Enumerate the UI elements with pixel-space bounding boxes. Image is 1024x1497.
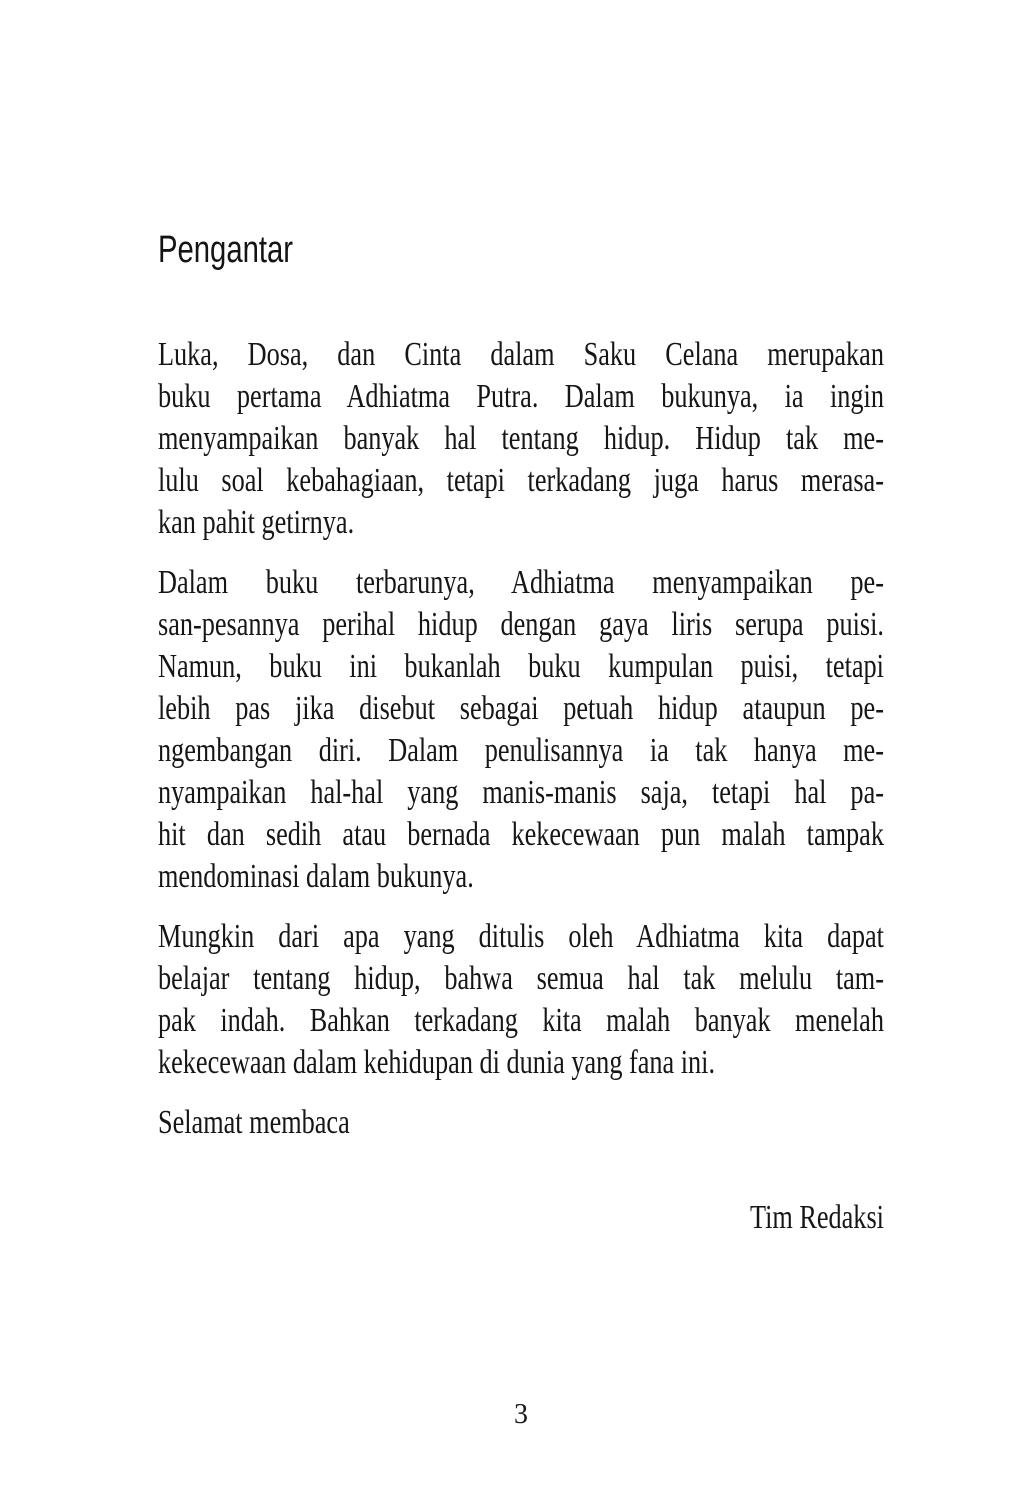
text-line: nyampaikan hal-hal yang manis-manis saja, tetapi hal pa- xyxy=(158,774,884,811)
text-line: Selamat membaca xyxy=(158,1104,350,1141)
text-line: kekecewaan dalam kehidupan di dunia yang fana ini. xyxy=(158,1044,716,1081)
text-line: lulu soal kebahagiaan, tetapi terkadang juga harus merasa- xyxy=(158,462,884,499)
text-line: Namun, buku ini bukanlah buku kumpulan puisi, tetapi xyxy=(158,648,884,685)
text-line: san-pesannya perihal hidup dengan gaya liris serupa puisi. xyxy=(158,606,884,643)
text-line: Dalam buku terbarunya, Adhiatma menyampaikan pe- xyxy=(158,564,884,601)
text-line: buku pertama Adhiatma Putra. Dalam bukunya, ia ingin xyxy=(158,378,884,415)
paragraph xyxy=(158,1102,884,1144)
page-title: Pengantar xyxy=(158,229,294,272)
body-text xyxy=(158,334,884,1239)
paragraph xyxy=(158,916,884,1084)
signature: Tim Redaksi xyxy=(749,1199,884,1236)
text-line: mendominasi dalam bukunya. xyxy=(158,858,474,895)
text-line: hit dan sedih atau bernada kekecewaan pun malah tampak xyxy=(158,816,884,853)
text-line: Mungkin dari apa yang ditulis oleh Adhiatma kita dapat xyxy=(158,918,884,955)
text-line: pak indah. Bahkan terkadang kita malah banyak menelah xyxy=(158,1002,884,1039)
paragraph xyxy=(158,562,884,898)
text-line: menyampaikan banyak hal tentang hidup. Hidup tak me- xyxy=(158,420,884,457)
text-line: belajar tentang hidup, bahwa semua hal tak melulu tam- xyxy=(158,960,884,997)
page-number: 3 xyxy=(514,1399,528,1430)
text-line: Luka, Dosa, dan Cinta dalam Saku Celana merupakan xyxy=(158,336,884,373)
paragraph xyxy=(158,334,884,544)
text-line: ngembangan diri. Dalam penulisannya ia tak hanya me- xyxy=(158,732,884,769)
text-line: lebih pas jika disebut sebagai petuah hidup ataupun pe- xyxy=(158,690,884,727)
text-line: kan pahit getirnya. xyxy=(158,504,355,541)
paragraph-list xyxy=(158,334,884,1144)
